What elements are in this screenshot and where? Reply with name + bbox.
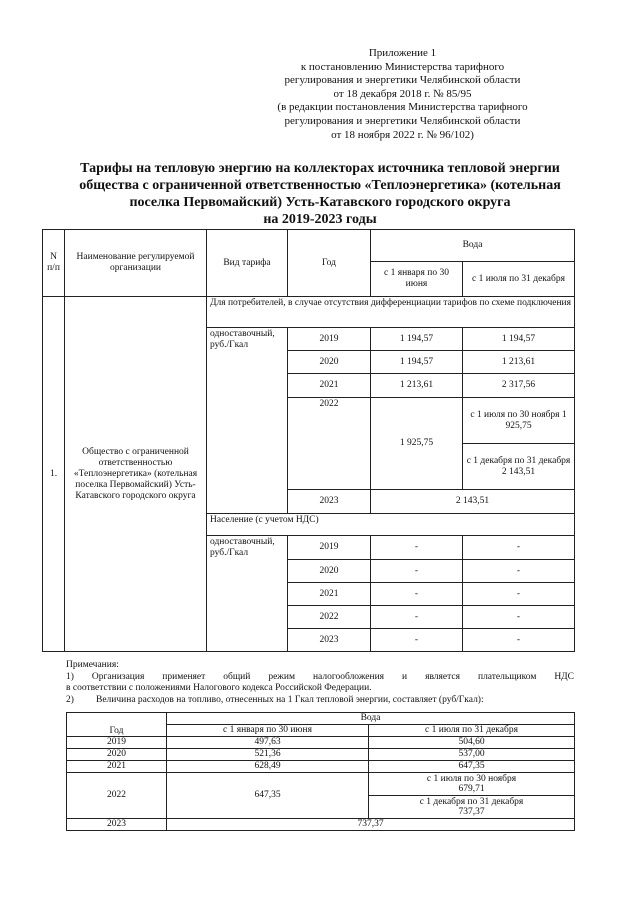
notes-block	[66, 660, 574, 706]
value-cell: -	[463, 629, 575, 652]
header-tariff-type: Вид тарифа	[207, 230, 288, 297]
year-cell: 2022	[288, 606, 371, 629]
appendix-line: Приложение 1	[368, 47, 437, 59]
fuel-value: 737,37	[167, 819, 575, 831]
note-2	[66, 695, 574, 707]
fuel-year: 2020	[67, 749, 167, 761]
appendix-block	[250, 47, 555, 142]
tariff-type-1: одноставочный, руб./Гкал	[207, 328, 288, 514]
title-line: Тарифы на тепловую энергию на коллекторах источника тепловой энергии	[80, 161, 560, 176]
fuel-value: 537,00	[369, 749, 575, 761]
note-text: Организация применяет общий режим налогообложения и является плательщиком НДС	[91, 671, 574, 682]
year-cell: 2020	[288, 560, 371, 583]
title-line: поселка Первомайский) Усть-Катавского городского округа	[129, 195, 511, 210]
fuel-sub-value: 737,37	[458, 807, 485, 817]
value-cell: 1 213,61	[463, 351, 575, 374]
appendix-line: к постановлению Министерства тарифного	[300, 60, 505, 73]
fuel-header-period1: с 1 января по 30 июня	[167, 725, 369, 737]
appendix-line: от 18 декабря 2018 г. № 85/95	[333, 87, 472, 100]
value-cell: 1 194,57	[371, 328, 463, 351]
fuel-sub-label: с 1 июля по 30 ноября	[426, 773, 517, 784]
fuel-cost-table	[66, 712, 575, 831]
fuel-year: 2022	[67, 773, 167, 819]
year-cell: 2019	[288, 328, 371, 351]
fuel-year: 2019	[67, 737, 167, 749]
value-cell: с 1 июля по 30 ноября 1 925,75	[463, 398, 575, 444]
appendix-line: (в редакции постановления Министерства тарифного	[277, 101, 528, 114]
fuel-year: 2021	[67, 761, 167, 773]
year-cell: 2023	[288, 629, 371, 652]
fuel-sub-label: с 1 декабря по 31 декабря	[419, 796, 524, 807]
header-water: Вода	[371, 230, 575, 262]
organization-name: Общество с ограниченной ответственностью «Теплоэнергетика» (котельная поселка Первомайский) Усть-Катавского городского округа	[65, 297, 207, 652]
value-cell: 1 213,61	[371, 374, 463, 398]
tariff-type-2: одноставочный, руб./Гкал	[207, 536, 288, 652]
value-cell: с 1 декабря по 31 декабря 2 143,51	[463, 444, 575, 490]
note-1	[66, 672, 574, 684]
year-cell: 2019	[288, 536, 371, 560]
appendix-line: регулирования и энергетики Челябинской области	[284, 74, 521, 87]
value-cell: -	[463, 583, 575, 606]
fuel-value: 521,36	[167, 749, 369, 761]
value-cell: -	[371, 629, 463, 652]
value-cell: -	[463, 606, 575, 629]
year-cell: 2020	[288, 351, 371, 374]
header-period2: с 1 июля по 31 декабря	[463, 262, 575, 297]
year-cell: 2022	[288, 398, 371, 490]
note-number: 1)	[66, 671, 74, 682]
appendix-line: регулирования и энергетики Челябинской области	[284, 114, 521, 127]
document-title	[40, 160, 600, 228]
fuel-header-water: Вода	[167, 713, 575, 725]
year-cell: 2021	[288, 374, 371, 398]
fuel-value: 628,49	[167, 761, 369, 773]
value-cell: 2 317,56	[463, 374, 575, 398]
section-population: Население (с учетом НДС)	[207, 514, 575, 536]
year-cell: 2021	[288, 583, 371, 606]
fuel-year: 2023	[67, 819, 167, 831]
value-cell: -	[371, 536, 463, 560]
header-num: N п/п	[43, 230, 65, 297]
appendix-line: от 18 ноября 2022 г. № 96/102)	[331, 128, 474, 141]
header-period1: с 1 января по 30 июня	[371, 262, 463, 297]
fuel-header-period2: с 1 июля по 31 декабря	[369, 725, 575, 737]
value-cell: -	[463, 560, 575, 583]
notes-heading: Примечания:	[66, 660, 119, 670]
fuel-value: 504,60	[369, 737, 575, 749]
fuel-value-sub	[369, 796, 575, 819]
value-cell: 2 143,51	[371, 490, 575, 514]
year-cell: 2023	[288, 490, 371, 514]
note-number: 2)	[66, 694, 74, 705]
title-line: на 2019-2023 годы	[263, 212, 377, 227]
tariff-table	[42, 229, 575, 652]
fuel-value: 647,35	[167, 773, 369, 819]
header-org: Наименование регулируемой организации	[65, 230, 207, 297]
value-cell: -	[463, 536, 575, 560]
value-cell: -	[371, 606, 463, 629]
fuel-header-year: Год	[67, 713, 167, 737]
title-line: общества с ограниченной ответственностью «Теплоэнергетика» (котельная	[79, 178, 561, 193]
value-cell: 1 194,57	[371, 351, 463, 374]
value-cell: -	[371, 560, 463, 583]
fuel-value: 497,63	[167, 737, 369, 749]
fuel-value-sub	[369, 773, 575, 796]
section-consumers: Для потребителей, в случае отсутствия дифференциации тарифов по схеме подключения	[207, 297, 575, 328]
value-cell: 1 194,57	[463, 328, 575, 351]
value-cell: 1 925,75	[371, 398, 463, 490]
fuel-sub-value: 679,71	[458, 784, 485, 794]
value-cell: -	[371, 583, 463, 606]
note-text: Величина расходов на топливо, отнесенных на 1 Гкал тепловой энергии, составляет (руб/Гкал):	[96, 694, 484, 705]
note-1-continued: в соответствии с положениями Налогового кодекса Российской Федерации.	[66, 683, 372, 693]
fuel-value: 647,35	[369, 761, 575, 773]
row-number: 1.	[43, 297, 65, 652]
header-year: Год	[288, 230, 371, 297]
